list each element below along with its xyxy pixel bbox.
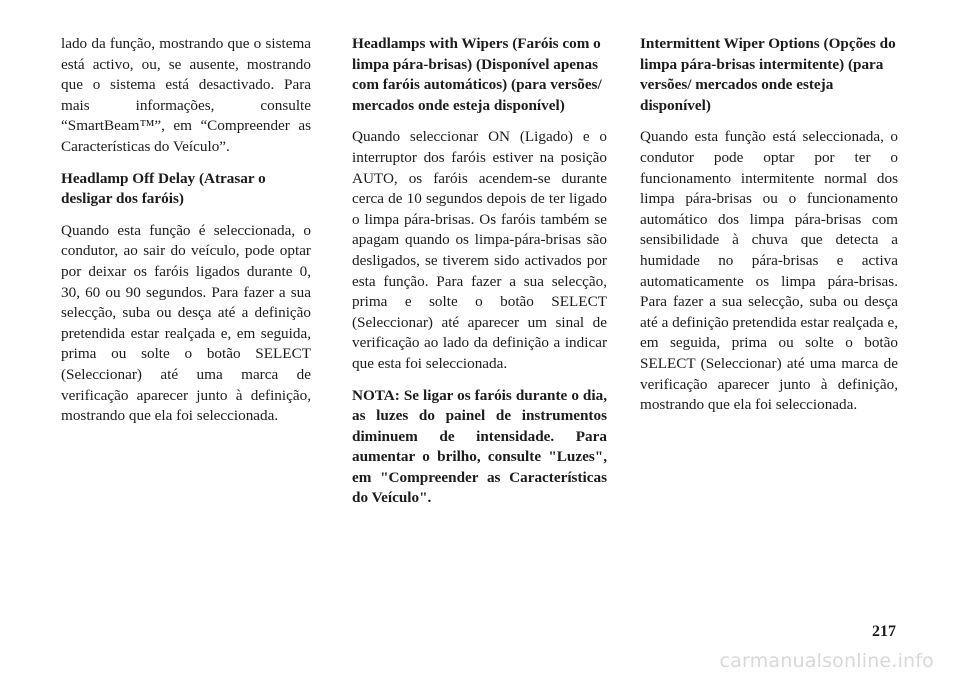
intermittent-wiper-options-paragraph: Quando esta função está seleccionada, o condutor pode optar por ter o funcionamento intermitente normal dos limpa pára-brisas ou o funcionamento automático dos limpa pára-brisas com sensibilidade à chuva que detecta a humidade no pára-brisas e activa automaticamente os limpa pára-brisas. Para fazer a sua selecção, suba ou desça até a definição pretendida estar realçada e, em seguida, prima ou solte o botão SELECT (Seleccionar) até uma marca de verificação aparecer junto à definição, mostrando que ela foi seleccionada. <box>640 128 898 414</box>
text-column-right <box>640 34 898 427</box>
headlamp-off-delay-paragraph: Quando esta função é seleccionada, o condutor, ao sair do veículo, pode optar por deixar os faróis ligados durante 0, 30, 60 ou 90 segundos. Para fazer a sua selecção, suba ou desça até a definição pretendida estar realçada e, em seguida, prima ou solte o botão SELECT (Seleccionar) até uma marca de verificação aparecer junto à definição, mostrando que ela foi seleccionada. <box>61 221 311 425</box>
section-heading-headlamps-with-wipers: Headlamps with Wipers (Faróis com o limpa pára-brisas) (Disponível apenas com faróis automáticos) (para versões/ mercados onde esteja disponível) <box>352 35 602 114</box>
page-number: 217 <box>872 623 896 640</box>
watermark: carmanualsonline.info <box>719 650 934 672</box>
text-column-left <box>61 34 311 438</box>
section-heading-intermittent-wiper-options: Intermittent Wiper Options (Opções do limpa pára-brisas intermitente) (para versões/ mercados onde esteja disponível) <box>640 35 896 114</box>
continued-paragraph: lado da função, mostrando que o sistema está activo, ou, se ausente, mostrando que o sistema está desactivado. Para mais informações, consulte “SmartBeam™”, em “Compreender as Características do Veículo”. <box>61 35 311 155</box>
section-heading-headlamp-off-delay: Headlamp Off Delay (Atrasar o desligar dos faróis) <box>61 169 266 208</box>
headlamps-with-wipers-paragraph: Quando seleccionar ON (Ligado) e o interruptor dos faróis estiver na posição AUTO, os faróis acendem-se durante cerca de 10 segundos depois de ter ligado o limpa pára-brisas. Os faróis também se apagam quando os limpa-pára-brisas são desligados, se tiverem sido activados por esta função. Para fazer a sua selecção, prima e solte o botão SELECT (Seleccionar) até aparecer um sinal de verificação ao lado da definição a indicar que esta foi seleccionada. <box>352 128 607 372</box>
text-column-middle <box>352 34 607 520</box>
note-paragraph: NOTA: Se ligar os faróis durante o dia, as luzes do painel de instrumentos diminuem de intensidade. Para aumentar o brilho, consulte "Luzes", em "Compreender as Características do Veículo". <box>352 386 607 507</box>
